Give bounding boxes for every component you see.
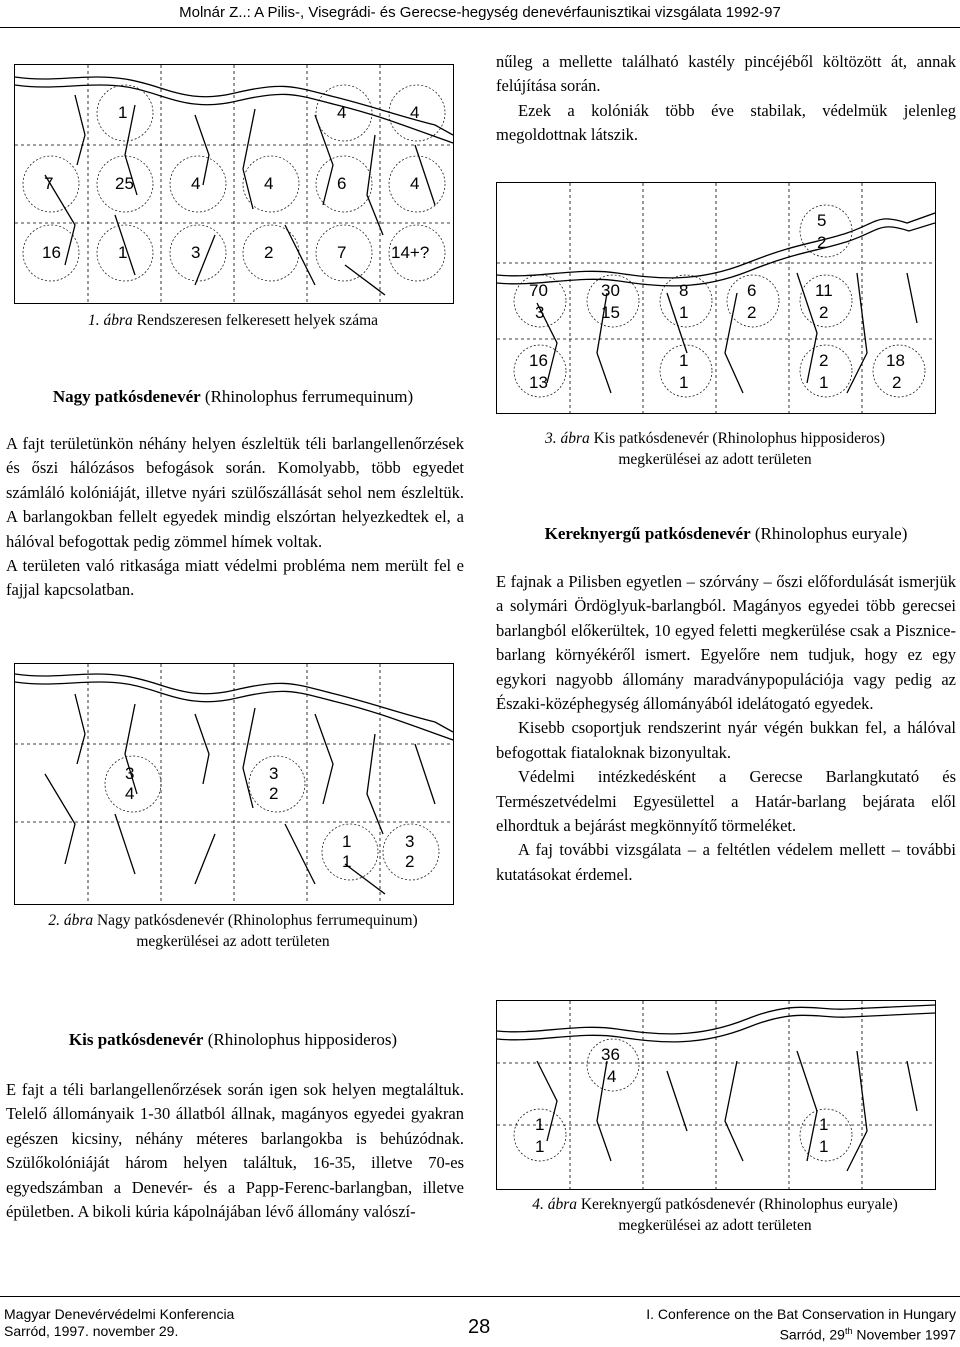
fig3-cell-value: 2 [819,351,829,370]
fig4-cell-value: 36 [601,1045,620,1064]
page-number: 28 [468,1316,491,1338]
fig3-cell-value: 5 [817,211,827,230]
fig3-cell-value: 13 [529,373,548,392]
header-rule [0,27,960,28]
paragraph: Ezek a kolóniák több éve stabilak, védelmük jelenleg megoldottnak látszik. [496,100,956,145]
fig4-caption-number: 4. ábra [532,1196,577,1213]
fig3-cell-value: 2 [819,303,829,322]
figure-4-map [496,1000,936,1190]
footer-rule [0,1296,960,1297]
fig4-cell-value: 1 [535,1115,545,1134]
fig1-cell-value: 4 [191,174,201,193]
paragraph: Kisebb csoportjuk rendszerint nyár végén bukkan fel, a hálóval befogottak fiataloknak bizonyultak. [496,718,956,762]
footer-conference-hu: Magyar Denevérvédelmi Konferencia [4,1306,235,1322]
footer-date-en: Sarród, 29th November 1997 [779,1326,956,1343]
fig4-cell-value: 1 [819,1115,829,1134]
fig2-cell-value: 3 [269,764,279,783]
fig1-cell-value: 4 [410,174,420,193]
fig3-cell-value: 2 [747,303,757,322]
figure-1-map [14,64,454,304]
fig3-cell-value: 8 [679,281,689,300]
fig2-cell-value: 4 [125,784,135,803]
fig1-caption-text: Rendszeresen felkeresett helyek száma [136,312,379,329]
section-heading-hipposideros [14,1028,452,1052]
footer-conference-en: I. Conference on the Bat Conservation in Hungary [646,1306,956,1322]
fig3-cell-value: 6 [747,281,757,300]
heading-bold: Kereknyergű patkósdenevér [544,524,751,543]
fig3-cell-value: 2 [892,373,902,392]
heading-latin: (Rhinolophus hipposideros) [207,1030,398,1049]
paragraph: Védelmi intézkedésként a Gerecse Barlangkutató és Természetvédelmi Egyesülettel a Határ-barlang bejárata elől elhordtuk a bejárást megkönnyítő törmeléket. [496,767,956,836]
figure-3-grid [497,183,935,413]
fig1-cell-value: 4 [264,174,274,193]
fig3-cell-value: 16 [529,351,548,370]
fig3-cell-value: 2 [817,233,827,252]
paragraph: E fajt a téli barlangellenőrzések során igen sok helyen megtaláltuk. Telelő állományaik 1-30 állatból állnak, magányos egyedei gyakran egészen kicsiny, néhány méteres barlangokba is behúzódnak. Szülőkolóniáját három helyen találtuk, 16-35, illetve 70-es egyedszámban a Denevér- és a Papp-Ferenc-barlangban, illetve épületben. A bikoli kúria kápolnájában lévő állomány valószí- [6,1080,464,1222]
fig1-cell-value: 25 [115,174,134,193]
fig3-cell-value: 1 [679,351,689,370]
section3-body [496,570,956,887]
fig4-caption-line2: megkerülései az adott területen [618,1217,812,1234]
fig1-cell-value: 7 [44,174,54,193]
figure-1-caption [14,310,452,331]
figure-1-grid [15,65,453,303]
paragraph: A fajt területünkön néhány helyen észleltük téli barlangellenőrzések és őszi hálózásos befogások során. Komolyabb, több egyedet számláló kolóniáját, illetve nyári szülőszállását sehol nem észleltük. A barlangokban fellelt egyedek mindig elszórtan helyezkedtek el, a hálóval befogottak pedig zömmel hímek voltak. [6,434,464,551]
fig3-cell-value: 18 [886,351,905,370]
fig3-cell-value: 11 [815,281,833,300]
heading-bold: Nagy patkósdenevér [52,387,201,406]
heading-bold: Kis patkósdenevér [68,1030,204,1049]
fig1-cell-value: 3 [191,243,201,262]
fig1-cell-value: 16 [42,243,61,262]
fig3-cell-value: 15 [601,303,620,322]
running-title: Molnár Z..: A Pilis-, Visegrádi- és Gerecse-hegység denevérfaunisztikai vizsgálata 1992-97 [179,4,781,21]
fig3-cell-value: 1 [679,373,689,392]
fig4-caption-text: Kereknyergű patkósdenevér (Rhinolophus euryale) [580,1196,898,1213]
fig1-cell-value: 1 [118,243,128,262]
fig2-cell-value: 2 [405,852,415,871]
fig3-caption-line2: megkerülései az adott területen [618,451,812,468]
footer-date-hu: Sarród, 1997. november 29. [4,1323,179,1339]
paragraph: E fajnak a Pilisben egyetlen – szórvány – őszi előfordulását ismerjük a solymári Ördöglyuk-barlangból. Magányos egyedei több gerecsei barlangból előkerültek, 10 egyed feletti megkerülése csak a Pisznice-barlang környékéről ismert. Egyelőre nem tudjuk, hogy ez egy egykori nagyobb állomány maradványpopulációja vagy pedig az Északi-középhegység állományából idelátogató egyedek. [496,572,956,714]
heading-latin: (Rhinolophus euryale) [754,524,908,543]
section2-body [6,1078,464,1224]
fig3-cell-value: 1 [819,373,829,392]
fig1-cell-value: 7 [337,243,347,262]
fig4-cell-value: 4 [607,1067,617,1086]
fig2-caption-number: 2. ábra [48,912,94,929]
paragraph: A faj további vizsgálata – a feltétlen védelem mellett – további kutatásokat érdemel. [496,840,956,884]
fig3-cell-value: 1 [679,303,689,322]
figure-2-grid [15,664,453,904]
figure-3-caption [496,428,934,470]
paragraph: A területen való ritkasága miatt védelmi probléma nem merült fel e fajjal kapcsolatban. [6,556,464,600]
figure-2-map [14,663,454,905]
fig2-cell-value: 3 [125,764,135,783]
paragraph: nűleg a mellette található kastély pincéjéből költözött át, annak felújítása során. [496,52,956,96]
fig1-caption-number: 1. ábra [87,312,133,329]
figure-4-grid [497,1001,935,1189]
figure-2-caption [14,910,452,952]
section-heading-ferrumequinum [14,385,452,409]
fig2-caption-line2: megkerülései az adott területen [136,933,330,950]
fig3-caption-number: 3. ábra [544,430,590,447]
fig4-cell-value: 1 [819,1137,829,1156]
section1-body [6,432,464,603]
heading-latin: (Rhinolophus ferrumequinum) [204,387,414,406]
fig2-caption-text: Nagy patkósdenevér (Rhinolophus ferrumequinum) [96,912,418,929]
fig2-cell-value: 1 [342,832,352,851]
fig1-cell-value: 4 [337,103,347,122]
fig2-cell-value: 2 [269,784,279,803]
fig2-cell-value: 3 [405,832,415,851]
footer-left [4,1306,234,1340]
fig3-cell-value: 70 [529,281,548,300]
fig4-cell-value: 1 [535,1137,545,1156]
fig1-cell-value: 14+? [391,243,430,262]
fig3-caption-text: Kis patkósdenevér (Rhinolophus hipposideros) [593,430,886,447]
figure-3-map [496,182,936,414]
fig2-cell-value: 1 [342,852,352,871]
fig3-cell-value: 3 [535,303,545,322]
right-top-text [496,50,956,148]
figure-4-caption [496,1194,934,1236]
fig1-cell-value: 6 [337,174,347,193]
fig3-cell-value: 30 [601,281,620,300]
fig1-cell-value: 4 [410,103,420,122]
fig1-cell-value: 1 [118,103,128,122]
fig1-cell-value: 2 [264,243,274,262]
footer-right [646,1306,956,1344]
section-heading-euryale [496,522,956,546]
